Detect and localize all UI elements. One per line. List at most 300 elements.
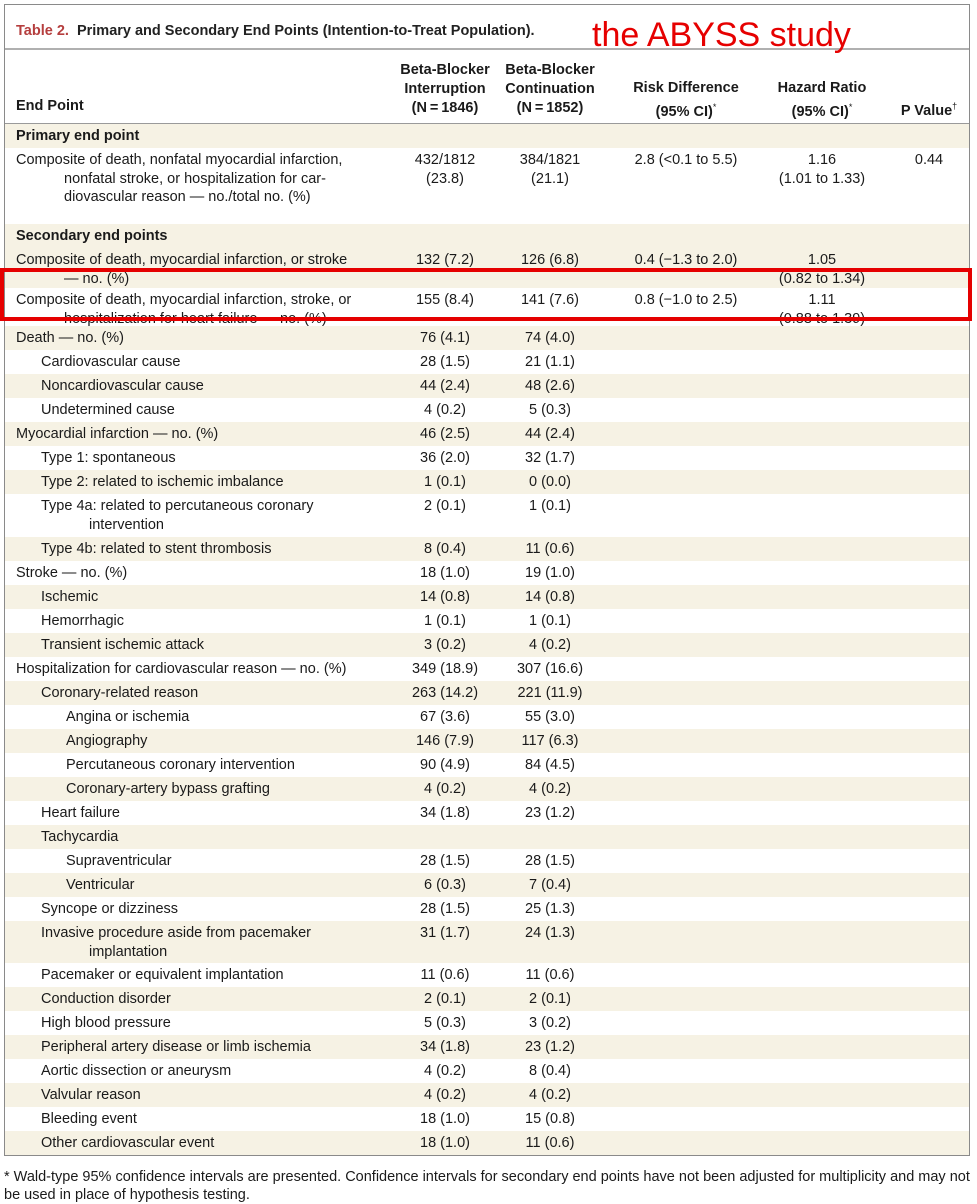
- interruption-value: [389, 353, 501, 372]
- risk-difference-value: 0.8 (−1.0 to 2.5): [634, 292, 738, 308]
- label-line: Transient ischemic attack: [41, 637, 205, 653]
- value-line: 11 (0.6): [420, 967, 470, 983]
- table-row: [5, 849, 969, 873]
- continuation-value: [494, 660, 606, 679]
- table-number: Table 2.: [16, 23, 69, 39]
- end-point-label: [41, 449, 386, 468]
- label-line: Death — no. (%): [16, 330, 124, 346]
- label-line: Undetermined cause: [41, 402, 175, 418]
- value-line: 8 (0.4): [529, 1063, 571, 1079]
- continuation-value: [494, 251, 606, 270]
- interruption-value: [389, 660, 501, 679]
- value-line: 44 (2.4): [525, 426, 575, 442]
- value-line: 2 (0.1): [529, 991, 571, 1007]
- label-line: Tachycardia: [41, 829, 119, 845]
- label-line: — no. (%): [64, 270, 130, 287]
- label-line: Type 4a: related to percutaneous coronary: [41, 498, 314, 514]
- end-point-label: [16, 660, 391, 679]
- table-row: [5, 585, 969, 609]
- value-line: 18 (1.0): [420, 1135, 470, 1151]
- continuation-value: [494, 1062, 606, 1081]
- header-line: Hazard Ratio: [777, 80, 867, 96]
- continuation-value: [494, 876, 606, 895]
- label-line: Supraventricular: [66, 853, 172, 869]
- interruption-value: [389, 780, 501, 799]
- continuation-value: [494, 804, 606, 823]
- continuation-value: [494, 684, 606, 703]
- end-point-label: [41, 966, 386, 985]
- value-line: 5 (0.3): [529, 402, 571, 418]
- table-row: [5, 1035, 969, 1059]
- table-row: [5, 873, 969, 897]
- table-row: [5, 633, 969, 657]
- header-line: Beta-Blocker: [505, 62, 595, 78]
- interruption-value: [389, 924, 501, 943]
- value-line: 141 (7.6): [520, 292, 580, 308]
- continuation-value: [494, 1134, 606, 1153]
- label-line: Ventricular: [66, 877, 135, 893]
- label-line: Bleeding event: [41, 1111, 137, 1127]
- continuation-value: [494, 990, 606, 1009]
- value-line: 1.16: [807, 152, 837, 168]
- end-point-label: [41, 1014, 386, 1033]
- value-line: 4 (0.2): [529, 781, 571, 797]
- continuation-value: [494, 852, 606, 871]
- interruption-value: [389, 804, 501, 823]
- interruption-value: [389, 900, 501, 919]
- interruption-value: [389, 1014, 501, 1033]
- value-line: 46 (2.5): [420, 426, 470, 442]
- end-point-label: [41, 612, 386, 631]
- label-line: Ischemic: [41, 589, 99, 605]
- value-line: 67 (3.6): [420, 709, 470, 725]
- continuation-value: [494, 732, 606, 751]
- continuation-value: [494, 780, 606, 799]
- table-row: [5, 1107, 969, 1131]
- end-point-label: [16, 329, 391, 348]
- interruption-value: [389, 291, 501, 310]
- interruption-value: [389, 497, 501, 516]
- table-row: [5, 825, 969, 849]
- interruption-value: [389, 377, 501, 396]
- continuation-value: [494, 291, 606, 310]
- label-line: Aortic dissection or aneurysm: [41, 1063, 232, 1079]
- table-row: [5, 326, 969, 350]
- table-body: [5, 124, 969, 1155]
- header-line: (N = 1852): [516, 100, 584, 116]
- value-line: 55 (3.0): [525, 709, 575, 725]
- end-point-label: [41, 804, 386, 823]
- value-line: 132 (7.2): [415, 252, 475, 268]
- header-line: Interruption: [404, 81, 486, 97]
- column-header-hazard-ratio: [762, 79, 882, 122]
- label-line: Percutaneous coronary intervention: [66, 757, 295, 773]
- table-row: [5, 753, 969, 777]
- interruption-value: [389, 473, 501, 492]
- value-line: 90 (4.9): [420, 757, 470, 773]
- interruption-value: [389, 756, 501, 775]
- value-line: 1.05: [807, 252, 837, 268]
- value-line: 1 (0.1): [529, 498, 571, 514]
- interruption-value: [389, 329, 501, 348]
- label-line: diovascular reason — no./total no. (%): [64, 189, 311, 205]
- value-line: 28 (1.5): [525, 853, 575, 869]
- section-heading: Secondary end points: [5, 224, 969, 248]
- value-line: 221 (11.9): [517, 685, 583, 701]
- table-row: [5, 537, 969, 561]
- end-point-label: [41, 1038, 386, 1057]
- value-line: 18 (1.0): [420, 565, 470, 581]
- label-line: Pacemaker or equivalent implantation: [41, 967, 284, 983]
- value-line: 34 (1.8): [420, 805, 470, 821]
- continuation-value: [494, 449, 606, 468]
- value-line: (1.01 to 1.33): [778, 170, 866, 187]
- label-line: Composite of death, myocardial infarction, or stroke: [16, 252, 348, 268]
- end-point-label: [41, 588, 386, 607]
- label-line: Type 4b: related to stent thrombosis: [41, 541, 272, 557]
- value-line: 6 (0.3): [424, 877, 466, 893]
- value-line: 263 (14.2): [411, 685, 479, 701]
- label-line: implantation: [89, 943, 168, 960]
- interruption-value: [389, 612, 501, 631]
- interruption-value: [389, 708, 501, 727]
- value-line: (0.88 to 1.39): [778, 310, 866, 327]
- label-line: Hemorrhagic: [41, 613, 124, 629]
- value-line: 21 (1.1): [525, 354, 575, 370]
- table-row: [5, 681, 969, 705]
- label-line: Angiography: [66, 733, 148, 749]
- value-line: 384/1821: [519, 152, 581, 168]
- interruption-value: [389, 401, 501, 420]
- table-row: [5, 657, 969, 681]
- value-line: (21.1): [531, 170, 569, 187]
- column-header-end-point: End Point: [16, 98, 84, 114]
- column-header-continuation: [494, 61, 606, 118]
- value-line: 4 (0.2): [529, 1087, 571, 1103]
- continuation-value: [494, 756, 606, 775]
- table-row: [5, 470, 969, 494]
- end-point-label: [41, 828, 386, 847]
- value-line: 349 (18.9): [411, 661, 479, 677]
- annotation-label: the ABYSS study: [592, 16, 851, 54]
- end-point-label: [16, 151, 391, 207]
- value-line: 146 (7.9): [415, 733, 475, 749]
- header-text: (95% CI): [791, 103, 849, 120]
- table-row: [5, 148, 969, 224]
- end-point-label: [16, 251, 391, 288]
- end-point-label: [41, 684, 386, 703]
- hazard-ratio-value: [762, 251, 882, 288]
- continuation-value: [494, 1086, 606, 1105]
- end-point-label: [16, 564, 391, 583]
- label-line: Other cardiovascular event: [41, 1135, 215, 1151]
- continuation-value: [494, 425, 606, 444]
- value-line: 307 (16.6): [516, 661, 584, 677]
- value-line: 34 (1.8): [420, 1039, 470, 1055]
- value-line: 4 (0.2): [424, 1063, 466, 1079]
- label-line: Composite of death, nonfatal myocardial infarction,: [16, 152, 343, 168]
- value-line: 28 (1.5): [420, 354, 470, 370]
- label-line: Invasive procedure aside from pacemaker: [41, 925, 311, 941]
- value-line: 126 (6.8): [520, 252, 580, 268]
- label-line: Noncardiovascular cause: [41, 378, 204, 394]
- header-line: (N = 1846): [411, 100, 479, 116]
- end-point-label: [41, 353, 386, 372]
- value-line: 1 (0.1): [424, 613, 466, 629]
- value-line: 155 (8.4): [415, 292, 475, 308]
- end-point-label: [41, 1086, 386, 1105]
- continuation-value: [494, 401, 606, 420]
- end-point-label: [66, 876, 386, 895]
- table-row: [5, 398, 969, 422]
- value-line: 4 (0.2): [529, 637, 571, 653]
- value-line: 117 (6.3): [521, 733, 579, 749]
- value-line: 19 (1.0): [525, 565, 575, 581]
- label-line: Myocardial infarction — no. (%): [16, 426, 219, 442]
- p-value: 0.44: [914, 152, 944, 168]
- value-line: 76 (4.1): [420, 330, 470, 346]
- label-line: nonfatal stroke, or hospitalization for car-: [64, 170, 326, 187]
- interruption-value: [389, 852, 501, 871]
- end-point-label: [41, 924, 386, 961]
- label-line: Composite of death, myocardial infarction, stroke, or: [16, 292, 352, 308]
- continuation-value: [494, 1014, 606, 1033]
- end-point-label: [16, 291, 391, 328]
- end-point-label: [41, 1134, 386, 1153]
- continuation-value: [494, 924, 606, 943]
- end-point-label: [41, 540, 386, 559]
- value-line: 15 (0.8): [525, 1111, 575, 1127]
- value-line: 28 (1.5): [420, 901, 470, 917]
- header-line: Beta-Blocker: [400, 62, 490, 78]
- risk-difference-value: 0.4 (−1.3 to 2.0): [634, 252, 738, 268]
- value-line: 5 (0.3): [424, 1015, 466, 1031]
- value-line: 84 (4.5): [525, 757, 575, 773]
- interruption-value: [389, 151, 501, 188]
- continuation-value: [494, 588, 606, 607]
- interruption-value: [389, 540, 501, 559]
- value-line: 432/1812: [414, 152, 476, 168]
- continuation-value: [494, 900, 606, 919]
- value-line: 74 (4.0): [525, 330, 575, 346]
- label-line: Valvular reason: [41, 1087, 141, 1103]
- value-line: 3 (0.2): [529, 1015, 571, 1031]
- value-line: 48 (2.6): [525, 378, 575, 394]
- interruption-value: [389, 990, 501, 1009]
- table-row: [5, 1059, 969, 1083]
- end-point-label: [66, 756, 386, 775]
- footnote-mark: †: [952, 101, 958, 111]
- value-line: 36 (2.0): [420, 450, 470, 466]
- value-line: 14 (0.8): [420, 589, 470, 605]
- interruption-value: [389, 684, 501, 703]
- footnote: * Wald-type 95% confidence intervals are presented. Confidence intervals for secondary end points have not been adjusted for multiplicity and may not be used in place of hypothesis testing.: [4, 1169, 970, 1203]
- value-line: 1.11: [808, 292, 836, 308]
- interruption-value: [389, 425, 501, 444]
- label-line: hospitalization for heart failure — no. (%): [64, 310, 327, 327]
- end-point-label: [41, 1062, 386, 1081]
- value-line: 1 (0.1): [529, 613, 571, 629]
- value-line: 3 (0.2): [424, 637, 466, 653]
- value-line: 31 (1.7): [420, 925, 470, 941]
- table-row: [5, 921, 969, 963]
- hazard-ratio-value: [762, 291, 882, 328]
- table-row: [5, 987, 969, 1011]
- continuation-value: [494, 966, 606, 985]
- table-row: [5, 963, 969, 987]
- hazard-ratio-value: [762, 151, 882, 188]
- continuation-value: [494, 636, 606, 655]
- interruption-value: [389, 732, 501, 751]
- interruption-value: [389, 966, 501, 985]
- interruption-value: [389, 1110, 501, 1129]
- continuation-value: [494, 497, 606, 516]
- continuation-value: [494, 708, 606, 727]
- table-row: [5, 494, 969, 537]
- value-line: 25 (1.3): [525, 901, 575, 917]
- interruption-value: [389, 1062, 501, 1081]
- risk-difference-value: 2.8 (<0.1 to 5.5): [634, 152, 738, 168]
- label-line: Syncope or dizziness: [41, 901, 179, 917]
- value-line: 2 (0.1): [424, 991, 466, 1007]
- label-line: Stroke — no. (%): [16, 565, 128, 581]
- label-line: Type 2: related to ischemic imbalance: [41, 474, 284, 490]
- value-line: 28 (1.5): [420, 853, 470, 869]
- interruption-value: [389, 1038, 501, 1057]
- table-row: [5, 801, 969, 825]
- value-line: 23 (1.2): [525, 805, 575, 821]
- interruption-value: [389, 1086, 501, 1105]
- header-line: Continuation: [505, 81, 595, 97]
- table-row: [5, 729, 969, 753]
- label-line: High blood pressure: [41, 1015, 171, 1031]
- continuation-value: [494, 564, 606, 583]
- label-line: Cardiovascular cause: [41, 354, 181, 370]
- continuation-value: [494, 540, 606, 559]
- results-table: [4, 4, 970, 1156]
- end-point-label: [66, 708, 386, 727]
- label-line: Type 1: spontaneous: [41, 450, 176, 466]
- end-point-label: [41, 377, 386, 396]
- table-row: [5, 1011, 969, 1035]
- column-header-risk-difference: [620, 79, 752, 122]
- table-row: [5, 561, 969, 585]
- end-point-label: [41, 990, 386, 1009]
- value-line: (0.82 to 1.34): [778, 270, 866, 287]
- value-line: 11 (0.6): [525, 541, 575, 557]
- interruption-value: [389, 564, 501, 583]
- table-row: [5, 350, 969, 374]
- interruption-value: [389, 251, 501, 270]
- value-line: 32 (1.7): [525, 450, 575, 466]
- table-row: [5, 609, 969, 633]
- label-line: intervention: [89, 516, 164, 533]
- table-row: [5, 777, 969, 801]
- end-point-label: [41, 1110, 386, 1129]
- continuation-value: [494, 377, 606, 396]
- value-line: 0 (0.0): [529, 474, 571, 490]
- value-line: 4 (0.2): [424, 402, 466, 418]
- table-row: [5, 374, 969, 398]
- header-text: P Value: [900, 102, 953, 119]
- section-heading: Primary end point: [5, 124, 969, 148]
- value-line: 8 (0.4): [424, 541, 466, 557]
- header-line: [620, 98, 752, 122]
- end-point-label: [66, 852, 386, 871]
- column-header-p-value: [893, 97, 965, 121]
- value-line: 11 (0.6): [525, 967, 575, 983]
- value-line: 2 (0.1): [424, 498, 466, 514]
- continuation-value: [494, 1038, 606, 1057]
- footnote-mark: *: [848, 102, 853, 112]
- continuation-value: [494, 473, 606, 492]
- label-line: Coronary-related reason: [41, 685, 199, 701]
- label-line: Angina or ischemia: [66, 709, 190, 725]
- end-point-label: [66, 780, 386, 799]
- table-row: [5, 288, 969, 326]
- value-line: 23 (1.2): [525, 1039, 575, 1055]
- interruption-value: [389, 588, 501, 607]
- table-row: [5, 897, 969, 921]
- end-point-label: [41, 497, 386, 534]
- table-row: [5, 248, 969, 288]
- table-caption: Primary and Secondary End Points (Intention-to-Treat Population).: [76, 23, 535, 39]
- value-line: 18 (1.0): [420, 1111, 470, 1127]
- header-line: Risk Difference: [633, 80, 739, 96]
- continuation-value: [494, 151, 606, 188]
- interruption-value: [389, 1134, 501, 1153]
- value-line: (23.8): [426, 170, 464, 187]
- table-header: [5, 50, 969, 124]
- end-point-label: [66, 732, 386, 751]
- table-row: [5, 422, 969, 446]
- value-line: 7 (0.4): [529, 877, 571, 893]
- value-line: 24 (1.3): [525, 925, 575, 941]
- table-row: [5, 705, 969, 729]
- interruption-value: [389, 636, 501, 655]
- end-point-label: [41, 401, 386, 420]
- continuation-value: [494, 329, 606, 348]
- column-header-interruption: [389, 61, 501, 118]
- continuation-value: [494, 353, 606, 372]
- label-line: Coronary-artery bypass grafting: [66, 781, 270, 797]
- value-line: 4 (0.2): [424, 1087, 466, 1103]
- label-line: Peripheral artery disease or limb ischemia: [41, 1039, 311, 1055]
- table-row: [5, 1131, 969, 1155]
- interruption-value: [389, 876, 501, 895]
- label-line: Hospitalization for cardiovascular reason — no. (%): [16, 661, 347, 677]
- table-row: [5, 1083, 969, 1107]
- header-text: (95% CI): [655, 103, 713, 120]
- footnote-mark: *: [712, 102, 717, 112]
- label-line: Heart failure: [41, 805, 120, 821]
- interruption-value: [389, 449, 501, 468]
- end-point-label: [41, 636, 386, 655]
- value-line: 1 (0.1): [424, 474, 466, 490]
- continuation-value: [494, 1110, 606, 1129]
- table-row: [5, 446, 969, 470]
- header-line: [762, 98, 882, 122]
- value-line: 14 (0.8): [525, 589, 575, 605]
- end-point-label: [41, 900, 386, 919]
- continuation-value: [494, 612, 606, 631]
- value-line: 4 (0.2): [424, 781, 466, 797]
- value-line: 44 (2.4): [420, 378, 470, 394]
- label-line: Conduction disorder: [41, 991, 171, 1007]
- end-point-label: [16, 425, 391, 444]
- value-line: 11 (0.6): [525, 1135, 575, 1151]
- end-point-label: [41, 473, 386, 492]
